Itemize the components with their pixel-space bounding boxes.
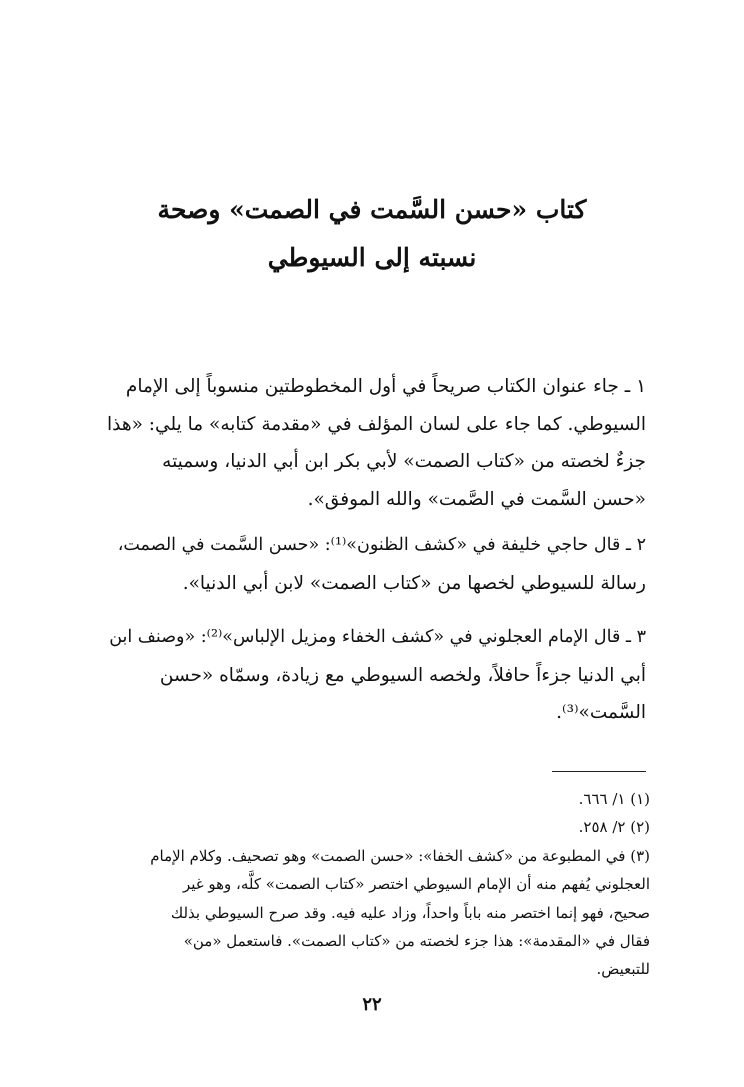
footnote-line: صحيح، فهو إنما اختصر منه باباً واحداً، وزاد عليه فيه. وقد صرح السيوطي بذلك — [170, 903, 650, 922]
footnote-line: العجلوني يُفهم منه أن الإمام السيوطي اختصر «كتاب الصمت» كلَّه، وهو غير — [182, 875, 650, 894]
paragraph-2-line: رسالة للسيوطي لخصها من «كتاب الصمت» لابن أبي الدنيا». — [182, 572, 646, 594]
chapter-title — [100, 186, 644, 282]
paragraph-2-line: ٢ ـ قال حاجي خليفة في «كشف الظنون»⁽¹⁾: «حسن السَّمت في الصمت، — [117, 535, 646, 555]
footnote-line: (١) ١/ ٦٦٦. — [578, 790, 650, 808]
chapter-title-line-1: كتاب «حسن السَّمت في الصمت» وصحة — [157, 195, 587, 224]
paragraph-1 — [104, 368, 646, 518]
footnote-line: فقال في «المقدمة»: هذا جزء لخصته من «كتاب الصمت». فاستعمل «من» — [183, 932, 650, 951]
paragraph-1-line: جزءٌ لخصته من «كتاب الصمت» لأبي بكر ابن أبي الدنيا، وسميته — [162, 451, 646, 472]
paragraph-1-line: السيوطي. كما جاء على لسان المؤلف في «مقدمة كتابه» ما يلي: «هذا — [106, 413, 646, 435]
footnote-separator — [552, 771, 646, 772]
paragraph-3-line: ٣ ـ قال الإمام العجلوني في «كشف الخفاء ومزيل الإلباس»⁽²⁾: «وصنف ابن — [109, 627, 646, 647]
footnote-line: للتبعيض. — [596, 960, 650, 979]
paragraph-3 — [104, 619, 646, 732]
paragraph-1-line: «حسن السَّمت في الصَّمت» والله الموفق». — [307, 488, 646, 510]
page-number: ٢٢ — [362, 994, 382, 1015]
footnote-line: (٢) ٢/ ٢٥٨. — [578, 818, 650, 837]
footnote-line: (٣) في المطبوعة من «كشف الخفا»: «حسن الصمت» وهو تصحيف. وكلام الإمام — [150, 846, 650, 865]
paragraph-3-line: السَّمت»⁽³⁾. — [556, 702, 646, 723]
paragraph-3-line: أبي الدنيا جزءاً حافلاً، ولخصه السيوطي مع زيادة، وسمّاه «حسن — [159, 664, 646, 686]
footnotes — [100, 785, 650, 984]
paragraph-1-line: ١ ـ جاء عنوان الكتاب صريحاً في أول المخطوطتين منسوباً إلى الإمام — [125, 376, 646, 397]
paragraph-2 — [104, 527, 646, 602]
chapter-title-line-2: نسبته إلى السيوطي — [267, 243, 477, 272]
